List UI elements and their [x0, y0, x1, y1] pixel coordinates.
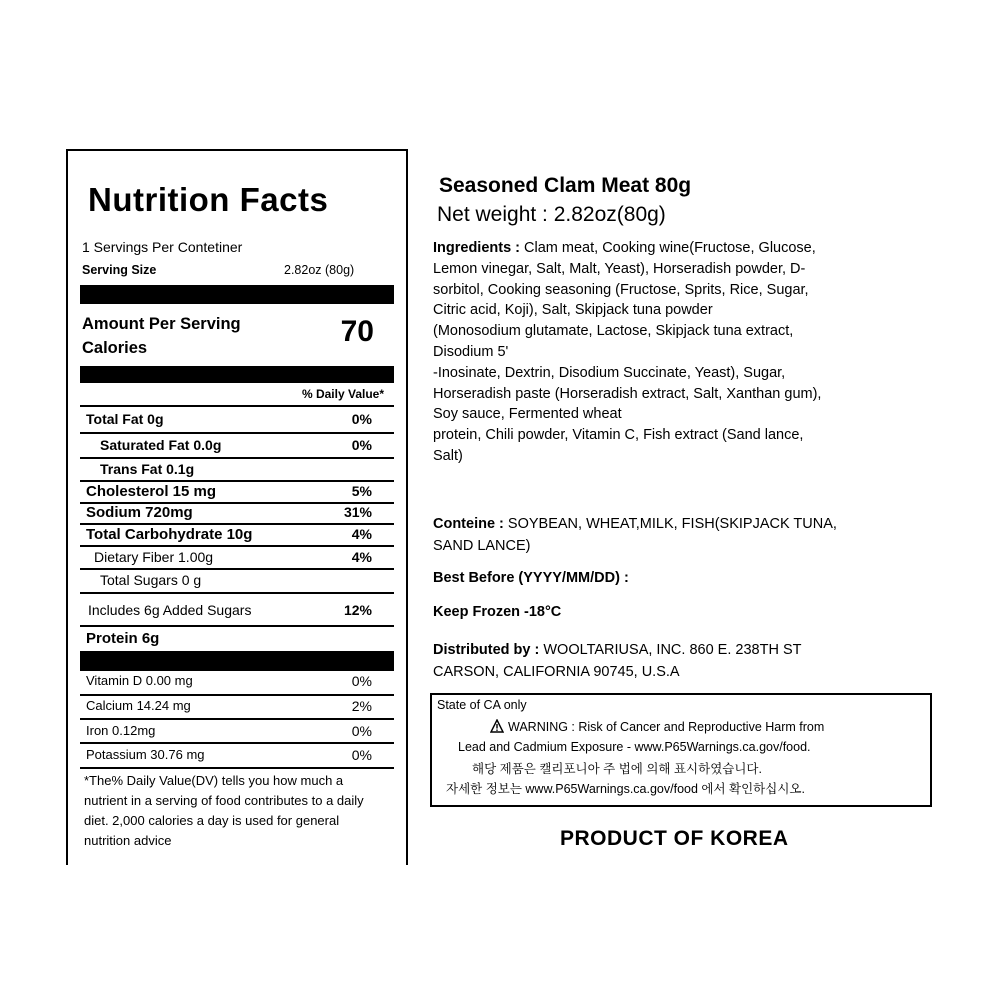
amount-per-serving: Amount Per Serving [82, 315, 241, 333]
ingredients-line: protein, Chili powder, Vitamin C, Fish extract (Sand lance, [433, 427, 804, 444]
vitamin-percent: 0% [351, 673, 372, 689]
vitamin-percent: 0% [351, 723, 372, 739]
nutrient-percent: 4% [351, 549, 372, 565]
allergens-block [433, 513, 837, 557]
storage-instruction: Keep Frozen -18°C [433, 604, 562, 620]
warning-line: WARNING : Risk of Cancer and Reproductive Harm from [508, 720, 825, 734]
nutrient-percent: 5% [351, 483, 372, 499]
vitamin-label: Potassium 30.76 mg [86, 747, 205, 762]
warning-line: Lead and Cadmium Exposure - www.P65Warnings.ca.gov/food. [458, 740, 811, 754]
nutrient-label: Trans Fat 0.1g [100, 461, 195, 477]
nutrient-row [80, 461, 394, 481]
nutrient-row [80, 602, 394, 622]
nutrient-row [80, 483, 394, 503]
thick-divider [80, 285, 394, 304]
ingredients-line: Soy sauce, Fermented wheat [433, 406, 622, 423]
divider [80, 545, 394, 547]
nutrient-row [80, 549, 394, 569]
vitamin-row [80, 747, 394, 767]
product-title: Seasoned Clam Meat 80g [439, 174, 692, 197]
serving-size-label: Serving Size [82, 263, 157, 277]
ingredients-line: Salt) [433, 447, 463, 464]
calories-value: 70 [340, 315, 374, 348]
nutrient-row [80, 526, 394, 546]
vitamin-percent: 0% [351, 747, 372, 763]
nutrient-percent: 12% [343, 602, 372, 618]
divider [80, 592, 394, 594]
vitamin-label: Iron 0.12mg [86, 723, 156, 738]
divider [80, 405, 394, 407]
distributor-text: WOOLTARIUSA, INC. 860 E. 238TH ST [539, 642, 802, 658]
vitamin-percent: 2% [351, 698, 372, 714]
ingredients-line: Disodium 5' [433, 343, 509, 360]
allergens-line [433, 513, 837, 535]
best-before: Best Before (YYYY/MM/DD) : [433, 570, 629, 586]
divider [80, 523, 394, 525]
warning-line: 해당 제품은 캘리포니아 주 법에 의해 표시하였습니다. [472, 762, 762, 776]
ingredients-line: Citric acid, Koji), Salt, Skipjack tuna powder [433, 302, 713, 319]
nutrient-label: Total Sugars 0 g [100, 572, 202, 588]
serving-size-value: 2.82oz (80g) [284, 263, 355, 277]
distributor-line [433, 639, 801, 661]
divider [80, 718, 394, 720]
net-weight: Net weight : 2.82oz(80g) [437, 203, 666, 226]
nutrient-label: Total Carbohydrate 10g [86, 526, 253, 543]
nutrient-label: Saturated Fat 0.0g [100, 437, 222, 453]
distributor-label: Distributed by : [433, 642, 540, 658]
vitamin-row [80, 723, 394, 743]
vitamin-row [80, 673, 394, 693]
nutrient-label: Total Fat 0g [86, 411, 164, 427]
country-of-origin: PRODUCT OF KOREA [560, 827, 789, 850]
nutrition-body [80, 151, 394, 865]
allergens-label: Conteine : [433, 516, 504, 532]
distributor-block [433, 639, 801, 683]
divider [80, 480, 394, 482]
nutrient-row [80, 411, 394, 431]
daily-value-header: % Daily Value* [301, 387, 384, 401]
thick-divider [80, 651, 394, 671]
ingredients-line: (Monosodium glutamate, Lactose, Skipjack tuna extract, [433, 323, 794, 340]
nutrient-row [80, 504, 394, 524]
ingredients-text: Clam meat, Cooking wine(Fructose, Glucose, [520, 240, 816, 256]
nutrient-percent: 4% [351, 526, 372, 542]
nutrient-label: Protein 6g [86, 630, 160, 647]
ingredients-label: Ingredients : [433, 240, 521, 256]
nutrient-row [80, 437, 394, 457]
nutrient-row [80, 572, 394, 592]
divider [80, 742, 394, 744]
divider [80, 432, 394, 434]
warning-head: State of CA only [437, 698, 527, 712]
divider [80, 568, 394, 570]
allergens-text: SOYBEAN, WHEAT,MILK, FISH(SKIPJACK TUNA, [503, 516, 837, 532]
warning-line: 자세한 정보는 www.P65Warnings.ca.gov/food 에서 확인하십시오. [446, 782, 805, 796]
ingredients-line: -Inosinate, Dextrin, Disodium Succinate, Yeast), Sugar, [433, 364, 786, 381]
ingredients-line: Horseradish paste (Horseradish extract, Salt, Xanthan gum), [433, 385, 822, 402]
divider [80, 767, 394, 769]
divider [80, 625, 394, 627]
daily-value-footnote: *The% Daily Value(DV) tells you how much a nutrient in a serving of food contributes to a daily diet. 2,000 calories a day is used for general nutrition advice [84, 773, 364, 848]
nutrient-label: Sodium 720mg [86, 504, 193, 521]
nutrition-facts-panel [66, 149, 408, 865]
prop65-warning-box [430, 693, 932, 807]
warning-triangle-icon [490, 719, 504, 733]
nutrient-label: Includes 6g Added Sugars [88, 602, 252, 618]
vitamin-row [80, 698, 394, 718]
servings-per-container: 1 Servings Per Contetiner [82, 239, 243, 255]
ingredients-line [433, 238, 933, 259]
nutrition-title: Nutrition Facts [88, 181, 329, 218]
distributor-line: CARSON, CALIFORNIA 90745, U.S.A [433, 664, 680, 680]
nutrient-percent: 0% [351, 437, 372, 453]
vitamin-label: Vitamin D 0.00 mg [86, 673, 193, 688]
nutrient-label: Dietary Fiber 1.00g [94, 549, 214, 565]
vitamin-label: Calcium 14.24 mg [86, 698, 191, 713]
ingredients-line: Lemon vinegar, Salt, Malt, Yeast), Horseradish powder, D- [433, 260, 806, 277]
calories-label: Calories [82, 339, 148, 357]
ingredients-line: sorbitol, Cooking seasoning (Fructose, Sprits, Rice, Sugar, [433, 281, 809, 298]
ingredients-block [433, 238, 933, 467]
thick-divider [80, 366, 394, 383]
nutrient-row [80, 630, 394, 650]
divider [80, 457, 394, 459]
allergens-line: SAND LANCE) [433, 538, 531, 554]
nutrient-percent: 31% [343, 504, 372, 520]
nutrient-percent: 0% [351, 411, 372, 427]
nutrient-label: Cholesterol 15 mg [86, 483, 217, 500]
divider [80, 694, 394, 696]
